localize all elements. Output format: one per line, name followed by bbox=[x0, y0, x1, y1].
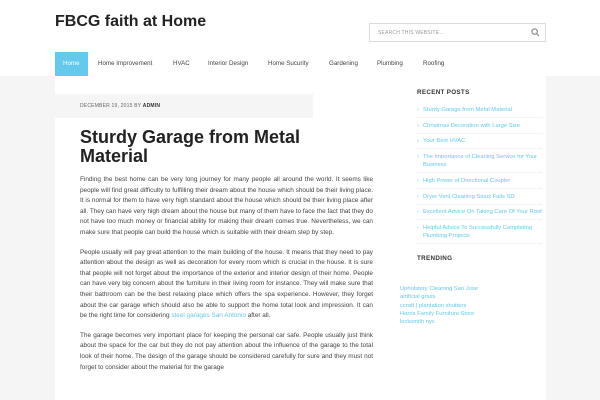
nav-item-home-sucurity[interactable]: Home Sucurity bbox=[268, 60, 309, 67]
post-content bbox=[80, 175, 373, 382]
recent-post-link[interactable]: › The Importance of Cleaning Service for Your Business bbox=[417, 153, 542, 174]
post-by: BY bbox=[134, 103, 142, 109]
nav-item-plumbing[interactable]: Plumbing bbox=[377, 60, 403, 67]
post-author[interactable]: ADMIN bbox=[142, 103, 161, 109]
post-date: DECEMBER 19, 2015 bbox=[80, 103, 133, 109]
nav-item-gardening[interactable]: Gardening bbox=[329, 60, 358, 67]
nav-item-interior-design[interactable]: Interior Design bbox=[208, 60, 249, 67]
recent-posts-title: RECENT POSTS bbox=[417, 89, 470, 96]
recent-post-link[interactable]: › Christmas Decoration with Large Size bbox=[417, 122, 542, 134]
post-paragraph: People usually will pay great attention to the main building of the house. It means that they need to pay attention about the design as well as decoration for every room which is crucial in the house. It is sure that people will not forget about the importance of the exterior and interior design of their home. People can have very big concern about the furniture in their living room for instance. They will make sure that their bathroom can be the best relaxing place which offers the spa experience. However, they forget about the car garage which should also be able to support the home total look and impression. It can be the right time for considering steel garages San Antonio after all. bbox=[80, 248, 373, 320]
post-title: Sturdy Garage from Metal Material bbox=[80, 127, 301, 166]
trending-title: TRENDING bbox=[417, 255, 453, 262]
post-paragraph: Finding the best home can be very long journey for many people all around the world. It seems like people will find great difficulty to fulfilling their dream about the house which should be their living place. It is normal for them to have very high standard about the house which should be their living place after all. They can have very high dream about the house but many of them have to face the fact that they do not have too much money or financial ability for making their dream comes true. Nevertheless, we can make sure that people can build the house which is suitable with their dream step by step. bbox=[80, 176, 373, 236]
recent-post-link[interactable]: › Sturdy Garage from Metal Material bbox=[417, 106, 542, 118]
content-area bbox=[55, 76, 400, 400]
entry-meta-bar bbox=[55, 94, 313, 118]
nav-item-roofing[interactable]: Roofing bbox=[423, 60, 445, 67]
trending-list bbox=[400, 285, 550, 326]
steel-garages-link[interactable]: steel garages San Antonio bbox=[171, 312, 246, 320]
search-icon[interactable] bbox=[531, 28, 540, 37]
search-input[interactable] bbox=[370, 24, 530, 41]
entry-meta bbox=[80, 103, 160, 109]
recent-posts-list bbox=[417, 106, 542, 248]
recent-post-link[interactable]: › Helpful Advice To Successfully Completing Plumbing Projects bbox=[417, 224, 542, 245]
nav-item-home[interactable]: Home bbox=[55, 52, 88, 76]
primary-nav bbox=[0, 52, 600, 76]
trending-link[interactable]: Harris Family Furniture Store bbox=[400, 310, 475, 317]
nav-item-hvac[interactable]: HVAC bbox=[173, 60, 190, 67]
recent-post-link[interactable]: › High Power of Directional Coupler bbox=[417, 177, 542, 189]
recent-post-link[interactable]: › Dryer Vent Cleaning Sioux Falls SD bbox=[417, 193, 542, 205]
nav-item-home-improvement[interactable]: Home Improvement bbox=[98, 60, 153, 67]
search-form bbox=[369, 23, 546, 42]
trending-link[interactable]: Upholstery Cleaning San Jose bbox=[400, 286, 478, 292]
trending-link[interactable]: artificial grass bbox=[400, 294, 436, 301]
recent-post-link[interactable]: › Excellent Advice On Taking Care Of Your Roof bbox=[417, 208, 542, 220]
recent-post-link[interactable]: › Your Best HVAC bbox=[417, 137, 542, 149]
site-title[interactable]: FBCG faith at Home bbox=[55, 13, 207, 30]
site-header bbox=[0, 0, 600, 52]
trending-link[interactable]: ccraft | plantation shutters bbox=[400, 302, 467, 309]
trending-link[interactable]: locksmith nyc bbox=[400, 319, 435, 326]
post-paragraph: The garage becomes very important place for keeping the personal car safe. People usually just think about the space for the car but they do not pay attention about the influence of the garage to the total look of their home. The design of the garage should be considered carefully for sure and they must not forget to consider about the material for the garage bbox=[80, 331, 373, 371]
sidebar bbox=[400, 76, 546, 400]
